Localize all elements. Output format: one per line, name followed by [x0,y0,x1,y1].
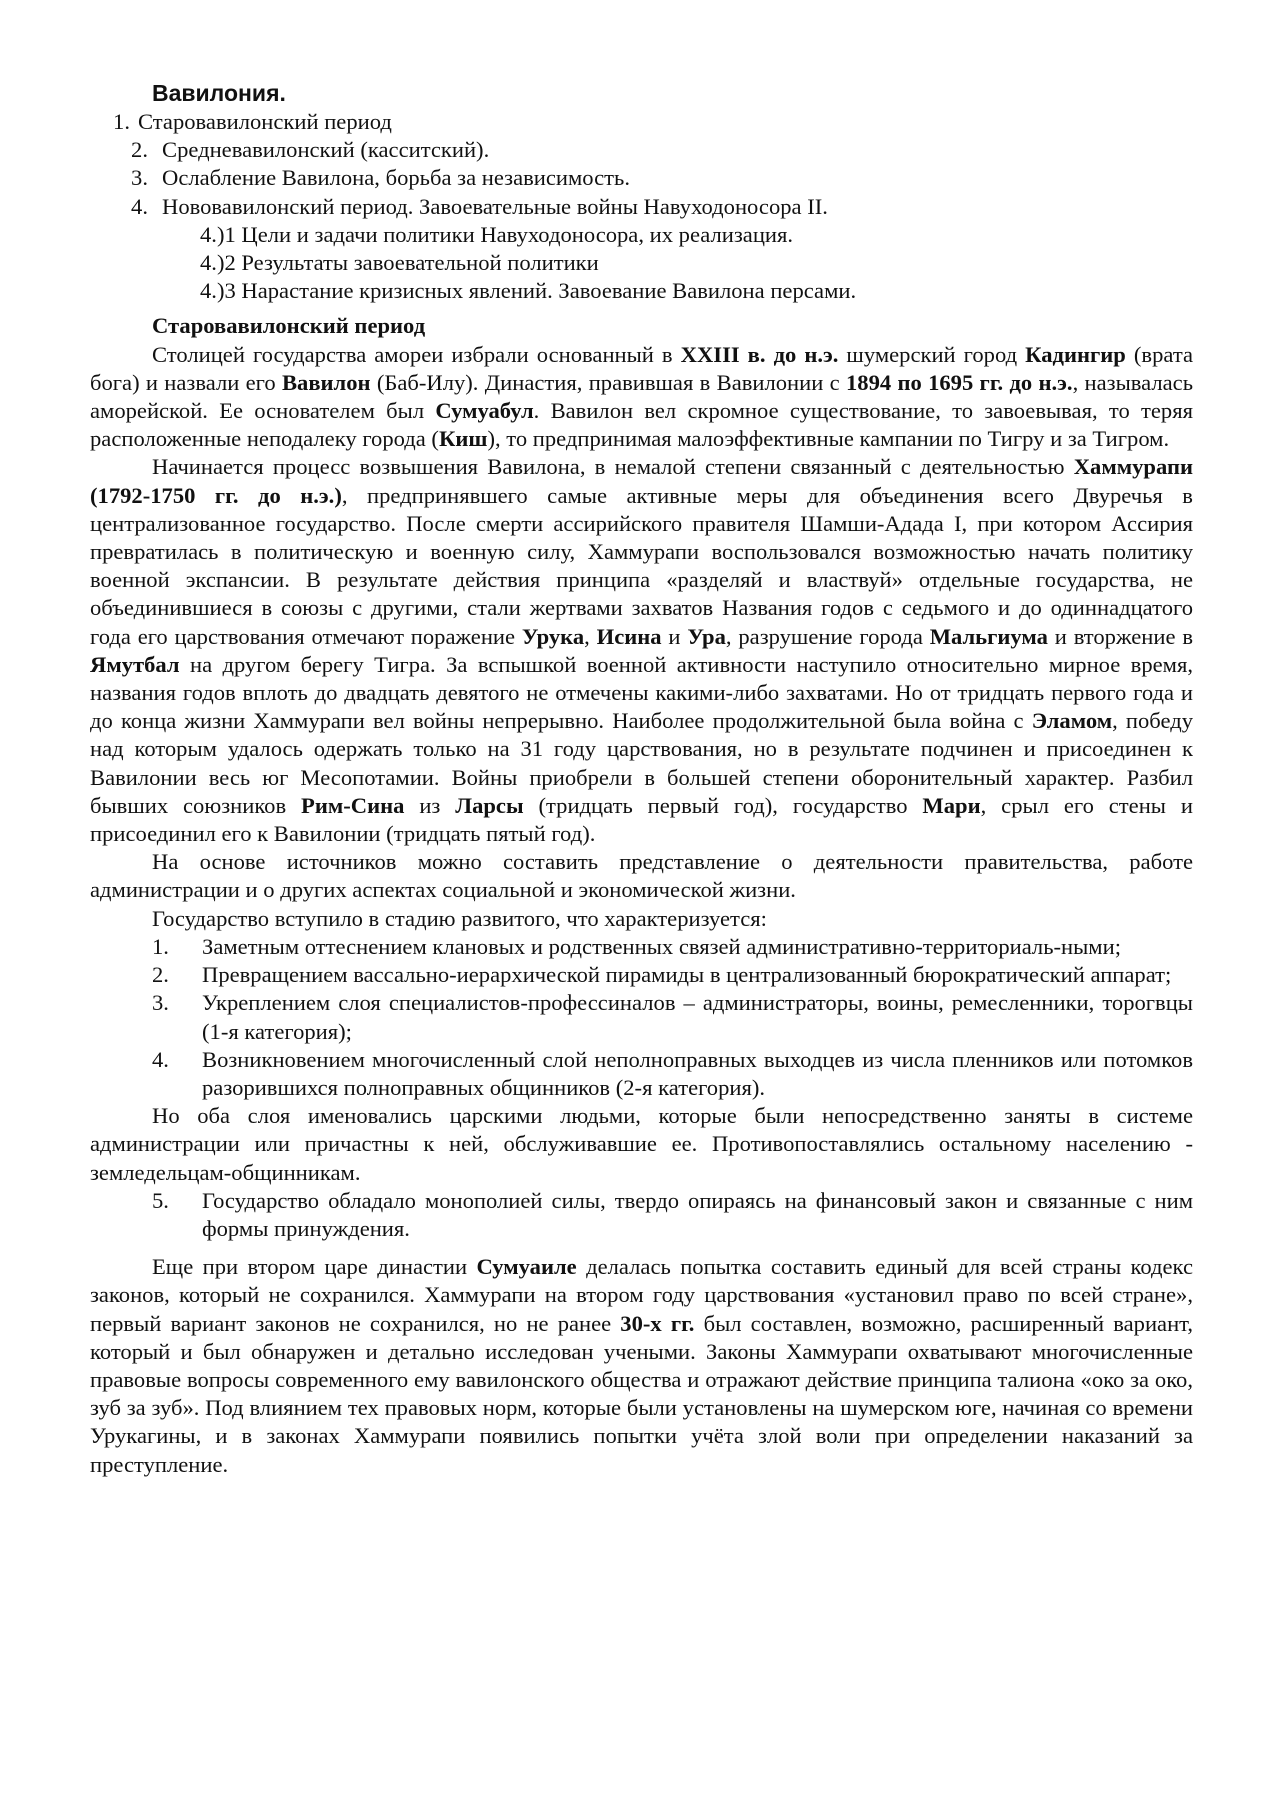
characteristics-list-continued [90,1187,1193,1243]
paragraph-5: Но оба слоя именовались царскими людьми, которые были непосредственно заняты в системе администрации или причастны к ней, обслуживавшие ее. Противопоставлялись остальному населению - земледельцам-общинникам. [90,1103,1193,1185]
characteristics-list [90,933,1193,1102]
document-page [90,78,1193,1479]
toc-item: 1. Старовавилонский период [113,109,392,134]
list-item: 1. Заметным оттеснением клановых и родственных связей административно-территориаль-ными; [152,933,1121,959]
list-item: 4. Возникновением многочисленный слой неполноправных выходцев из числа пленников или потомков разорившихся полноправных общинников (2-я категория). [152,1046,1193,1100]
list-item: 5. Государство обладало монополией силы, твердо опираясь на финансовый закон и связанные с ним формы принуждения. [152,1187,1193,1241]
toc-item: 3. Ослабление Вавилона, борьба за независимость. [131,165,630,191]
toc-subitem: 4.)1 Цели и задачи политики Навуходоносора, их реализация. [200,221,794,247]
toc-subitem: 4.)3 Нарастание кризисных явлений. Завоевание Вавилона персами. [200,278,857,304]
document-title: Вавилония. [152,80,286,106]
toc-item: 2. Средневавилонский (касситский). [131,137,490,163]
paragraph-6: Еще при втором царе династии Сумуаиле делалась попытка составить единый для всей страны кодекс законов, который не сохранился. Хаммурапи на втором году царствования «установил право по всей стране», первый вариант законов не сохранился, но не ранее 30-х гг. был составлен, возможно, расширенный вариант, который и был обнаружен и детально исследован учеными. Законы Хаммурапи охватывают многочисленные правовые вопросы современного ему вавилонского общества и отражают действие принципа талиона «око за око, зуб за зуб». Под влиянием тех правовых норм, которые были установлены на шумерском юге, начиная со времени Урукагины, и в законах Хаммурапи появились попытки учёта злой воли при определении наказаний за преступление. [90,1254,1193,1477]
paragraph-1: Столицей государства амореи избрали основанный в XXIII в. до н.э. шумерский город Кадингир (врата бога) и назвали его Вавилон (Баб-Илу). Династия, правившая в Вавилонии с 1894 по 1695 гг. до н.э., называлась аморейской. Ее основателем был Сумуабул. Вавилон вел скромное существование, то завоевывая, то теряя расположенные неподалеку города (Киш), то предпринимая малоэффективные кампании по Тигру и за Тигром. [90,341,1194,452]
paragraph-2: Начинается процесс возвышения Вавилона, в немалой степени связанный с деятельностью Хаммурапи (1792-1750 гг. до н.э.), предпринявшего самые активные меры для объединения всего Двуречья в централизованное государство. После смерти ассирийского правителя Шамши-Адада I, при котором Ассирия превратилась в политическую и военную силу, Хаммурапи воспользовался возможностью начать политику военной экспансии. В результате действия принципа «разделяй и властвуй» отдельные государства, не объединившиеся в союзы с другими, стали жертвами захватов Названия годов с седьмого и до одиннадцатого года его царствования отмечают поражение Урука, Исина и Ура, разрушение города Мальгиума и вторжение в Ямутбал на другом берегу Тигра. За вспышкой военной активности наступило относительно мирное время, названия годов вплоть до двадцать девятого не отмечены какими-либо захватами. Но от тридцать первого года и до конца жизни Хаммурапи вел войны непрерывно. Наиболее продолжительной была война с Эламом, победу над которым удалось одержать только на 31 году царствования, но в результате подчинен и присоединен к Вавилонии весь юг Месопотамии. Войны приобрели в большей степени оборонительный характер. Разбил бывших союзников Рим-Сина из Ларсы (тридцать первый год), государство Мари, срыл его стены и присоединил его к Вавилонии (тридцать пятый год). [90,454,1194,847]
paragraph-4: Государство вступило в стадию развитого, что характеризуется: [152,905,767,931]
section-heading: Старовавилонский период [152,313,426,339]
list-item: 2. Превращением вассально-иерархической пирамиды в централизованный бюрократический аппарат; [152,962,1172,988]
list-item: 3. Укреплением слоя специалистов-профессиналов – администраторы, воины, ремесленники, торогвцы (1-я категория); [152,990,1193,1044]
table-of-contents [90,108,1193,305]
toc-item: 4. Нововавилонский период. Завоевательные войны Навуходоносора II. [131,193,828,219]
paragraph-3: На основе источников можно составить представление о деятельности правительства, работе администрации и о других аспектах социальной и экономической жизни. [90,849,1193,903]
toc-subitem: 4.)2 Результаты завоевательной политики [200,250,599,276]
